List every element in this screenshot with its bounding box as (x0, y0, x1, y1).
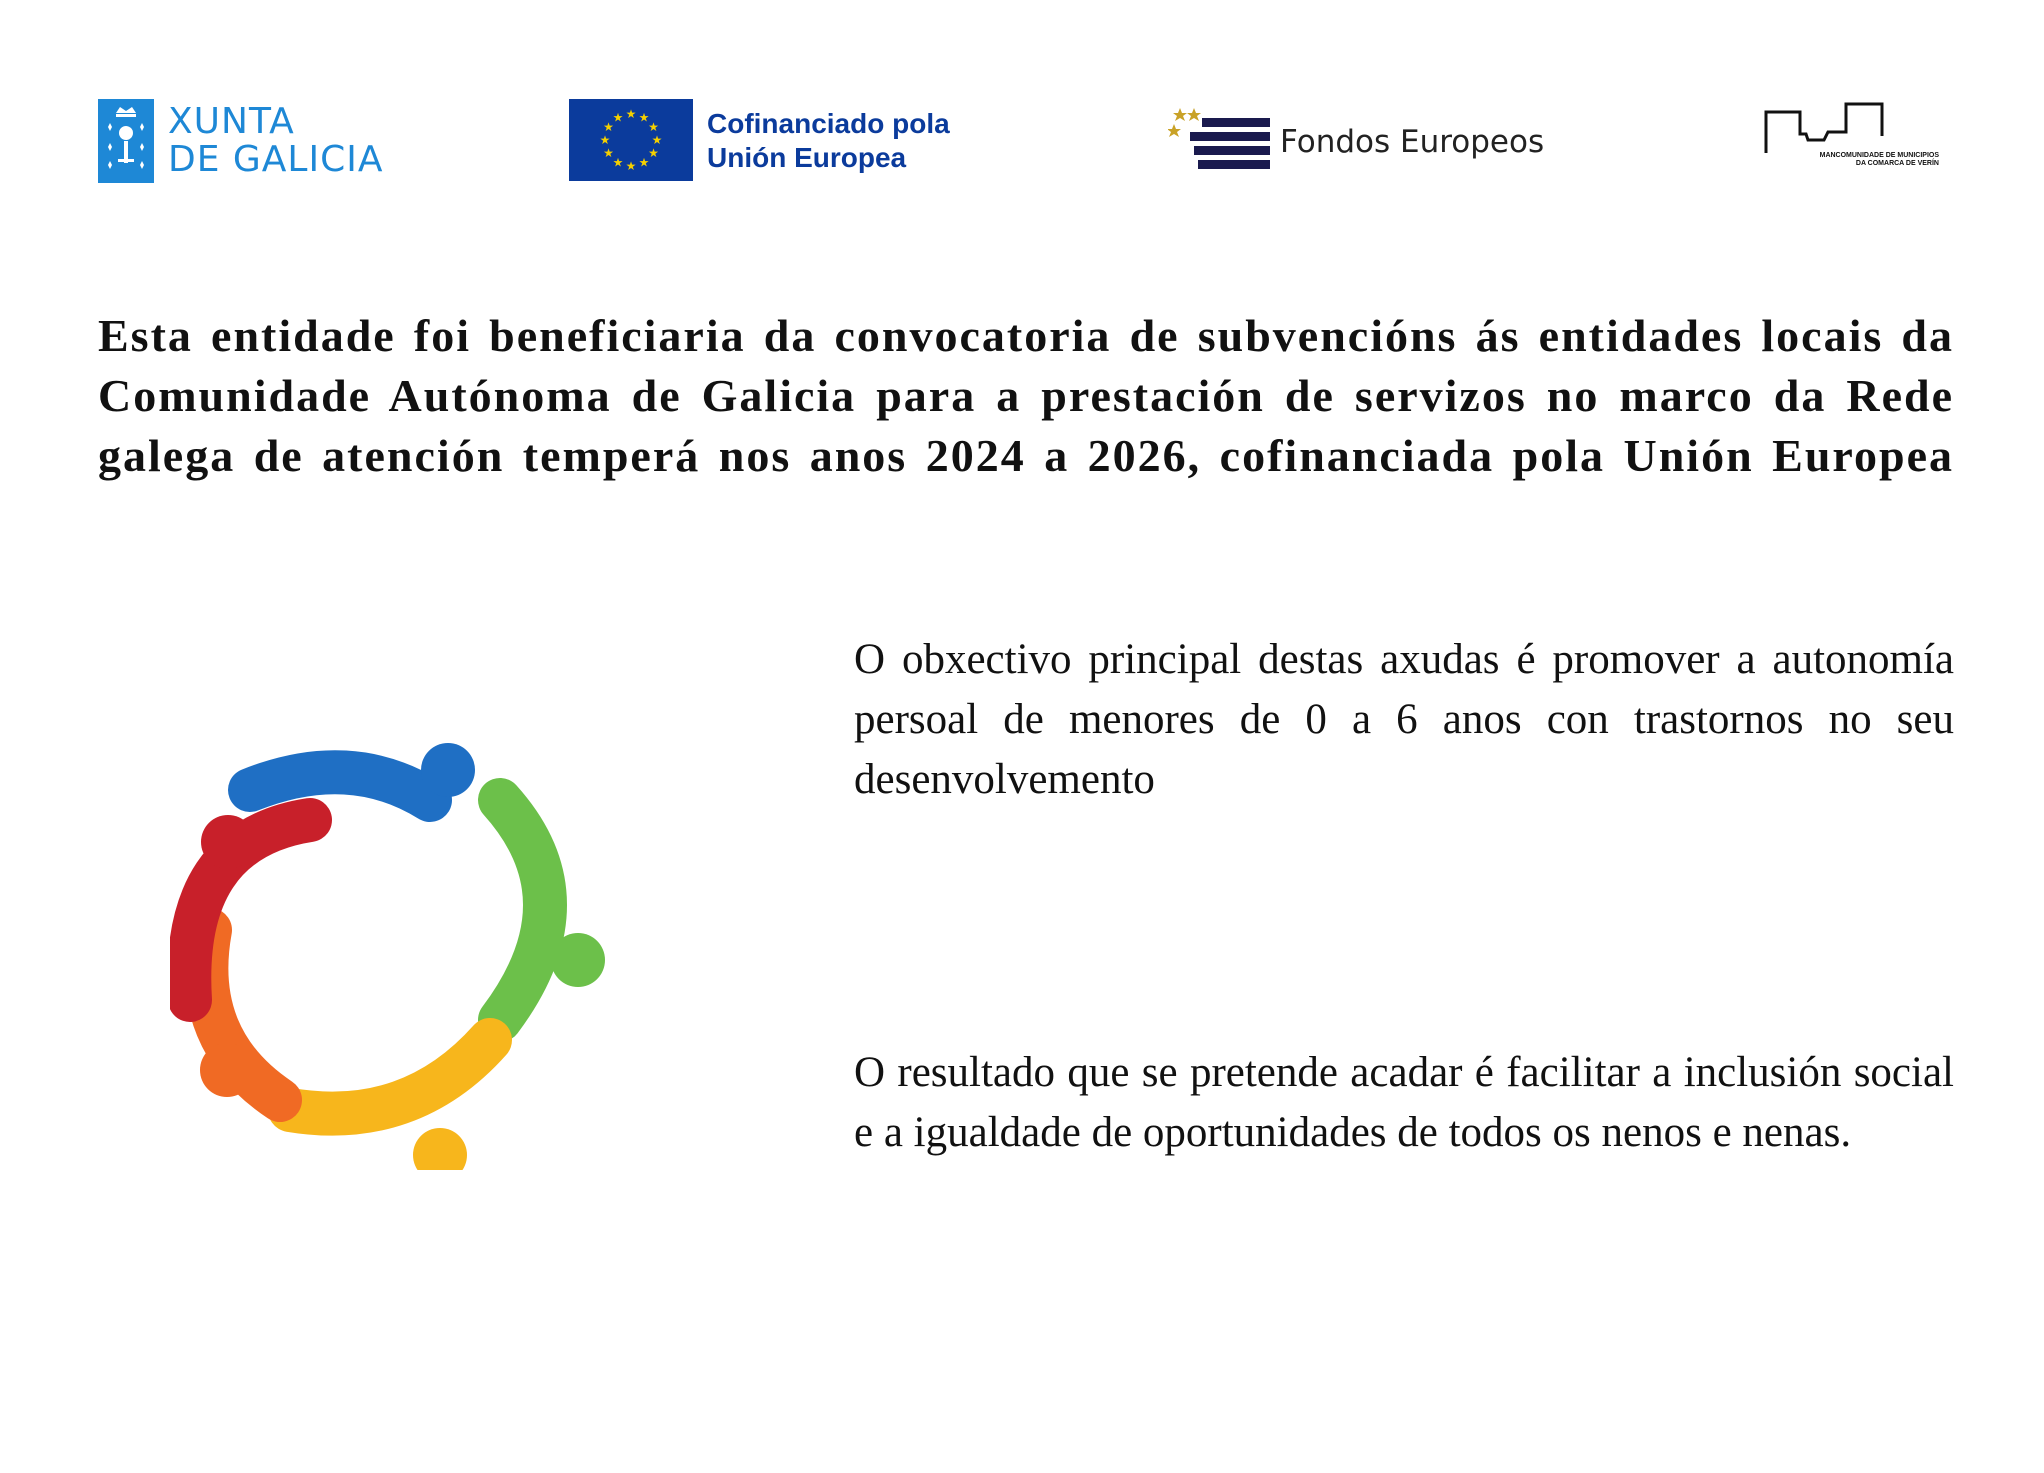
eu-star: ★ (603, 146, 614, 160)
mancomunidade-line2: DA COMARCA DE VERÍN (1855, 160, 1939, 167)
fondos-flag-icon (1168, 104, 1273, 176)
eu-star: ★ (625, 107, 637, 121)
objective-paragraph: O obxectivo principal destas axudas é promover a autonomía persoal de menores de 0 a 6 anos con trastornos no seu desenvolvemento (854, 636, 1954, 803)
eu-star: ★ (638, 110, 650, 125)
xunta-line2: DE GALICIA (168, 139, 384, 180)
eu-flag-icon (569, 99, 693, 181)
fondos-logo-text: Fondos Europeos (1280, 124, 1545, 160)
result-paragraph: O resultado que se pretende acadar é facilitar a inclusión social e a igualdade de oportunidades de todos os nenos e nenas. (854, 1049, 1954, 1156)
eu-star: ★ (603, 120, 614, 134)
eu-star: ★ (612, 110, 624, 125)
mancomunidade-line1: MANCOMUNIDADE DE MUNICIPIOS (1819, 152, 1939, 159)
eu-star: ★ (648, 146, 659, 160)
eu-logo-text (707, 107, 950, 175)
eu-star: ★ (612, 155, 624, 170)
eu-line1: Cofinanciado pola (707, 108, 950, 139)
eu-star: ★ (638, 155, 650, 170)
eu-star: ★ (648, 120, 659, 134)
mancomunidade-subtitle (1814, 152, 1939, 168)
eu-star: ★ (651, 133, 663, 147)
people-circle-icon (170, 730, 610, 1170)
mancomunidade-skyline-icon (1764, 98, 1939, 154)
page-heading: Esta entidade foi beneficiaria da convocatoria de subvencións ás entidades locais da Comunidade Autónoma de Galicia para a prestación de servizos no marco da Rede galega de atención temperá nos anos 2024 a 2026, cofinanciada pola Unión Europea (98, 310, 1954, 481)
xunta-line1: XUNTA (168, 101, 295, 142)
xunta-logo-text (168, 103, 384, 179)
galicia-shield-icon (98, 99, 154, 183)
eu-line2: Unión Europea (707, 142, 907, 173)
eu-star: ★ (625, 159, 637, 173)
eu-star: ★ (599, 133, 611, 147)
mancomunidade-logo (1764, 98, 1939, 178)
